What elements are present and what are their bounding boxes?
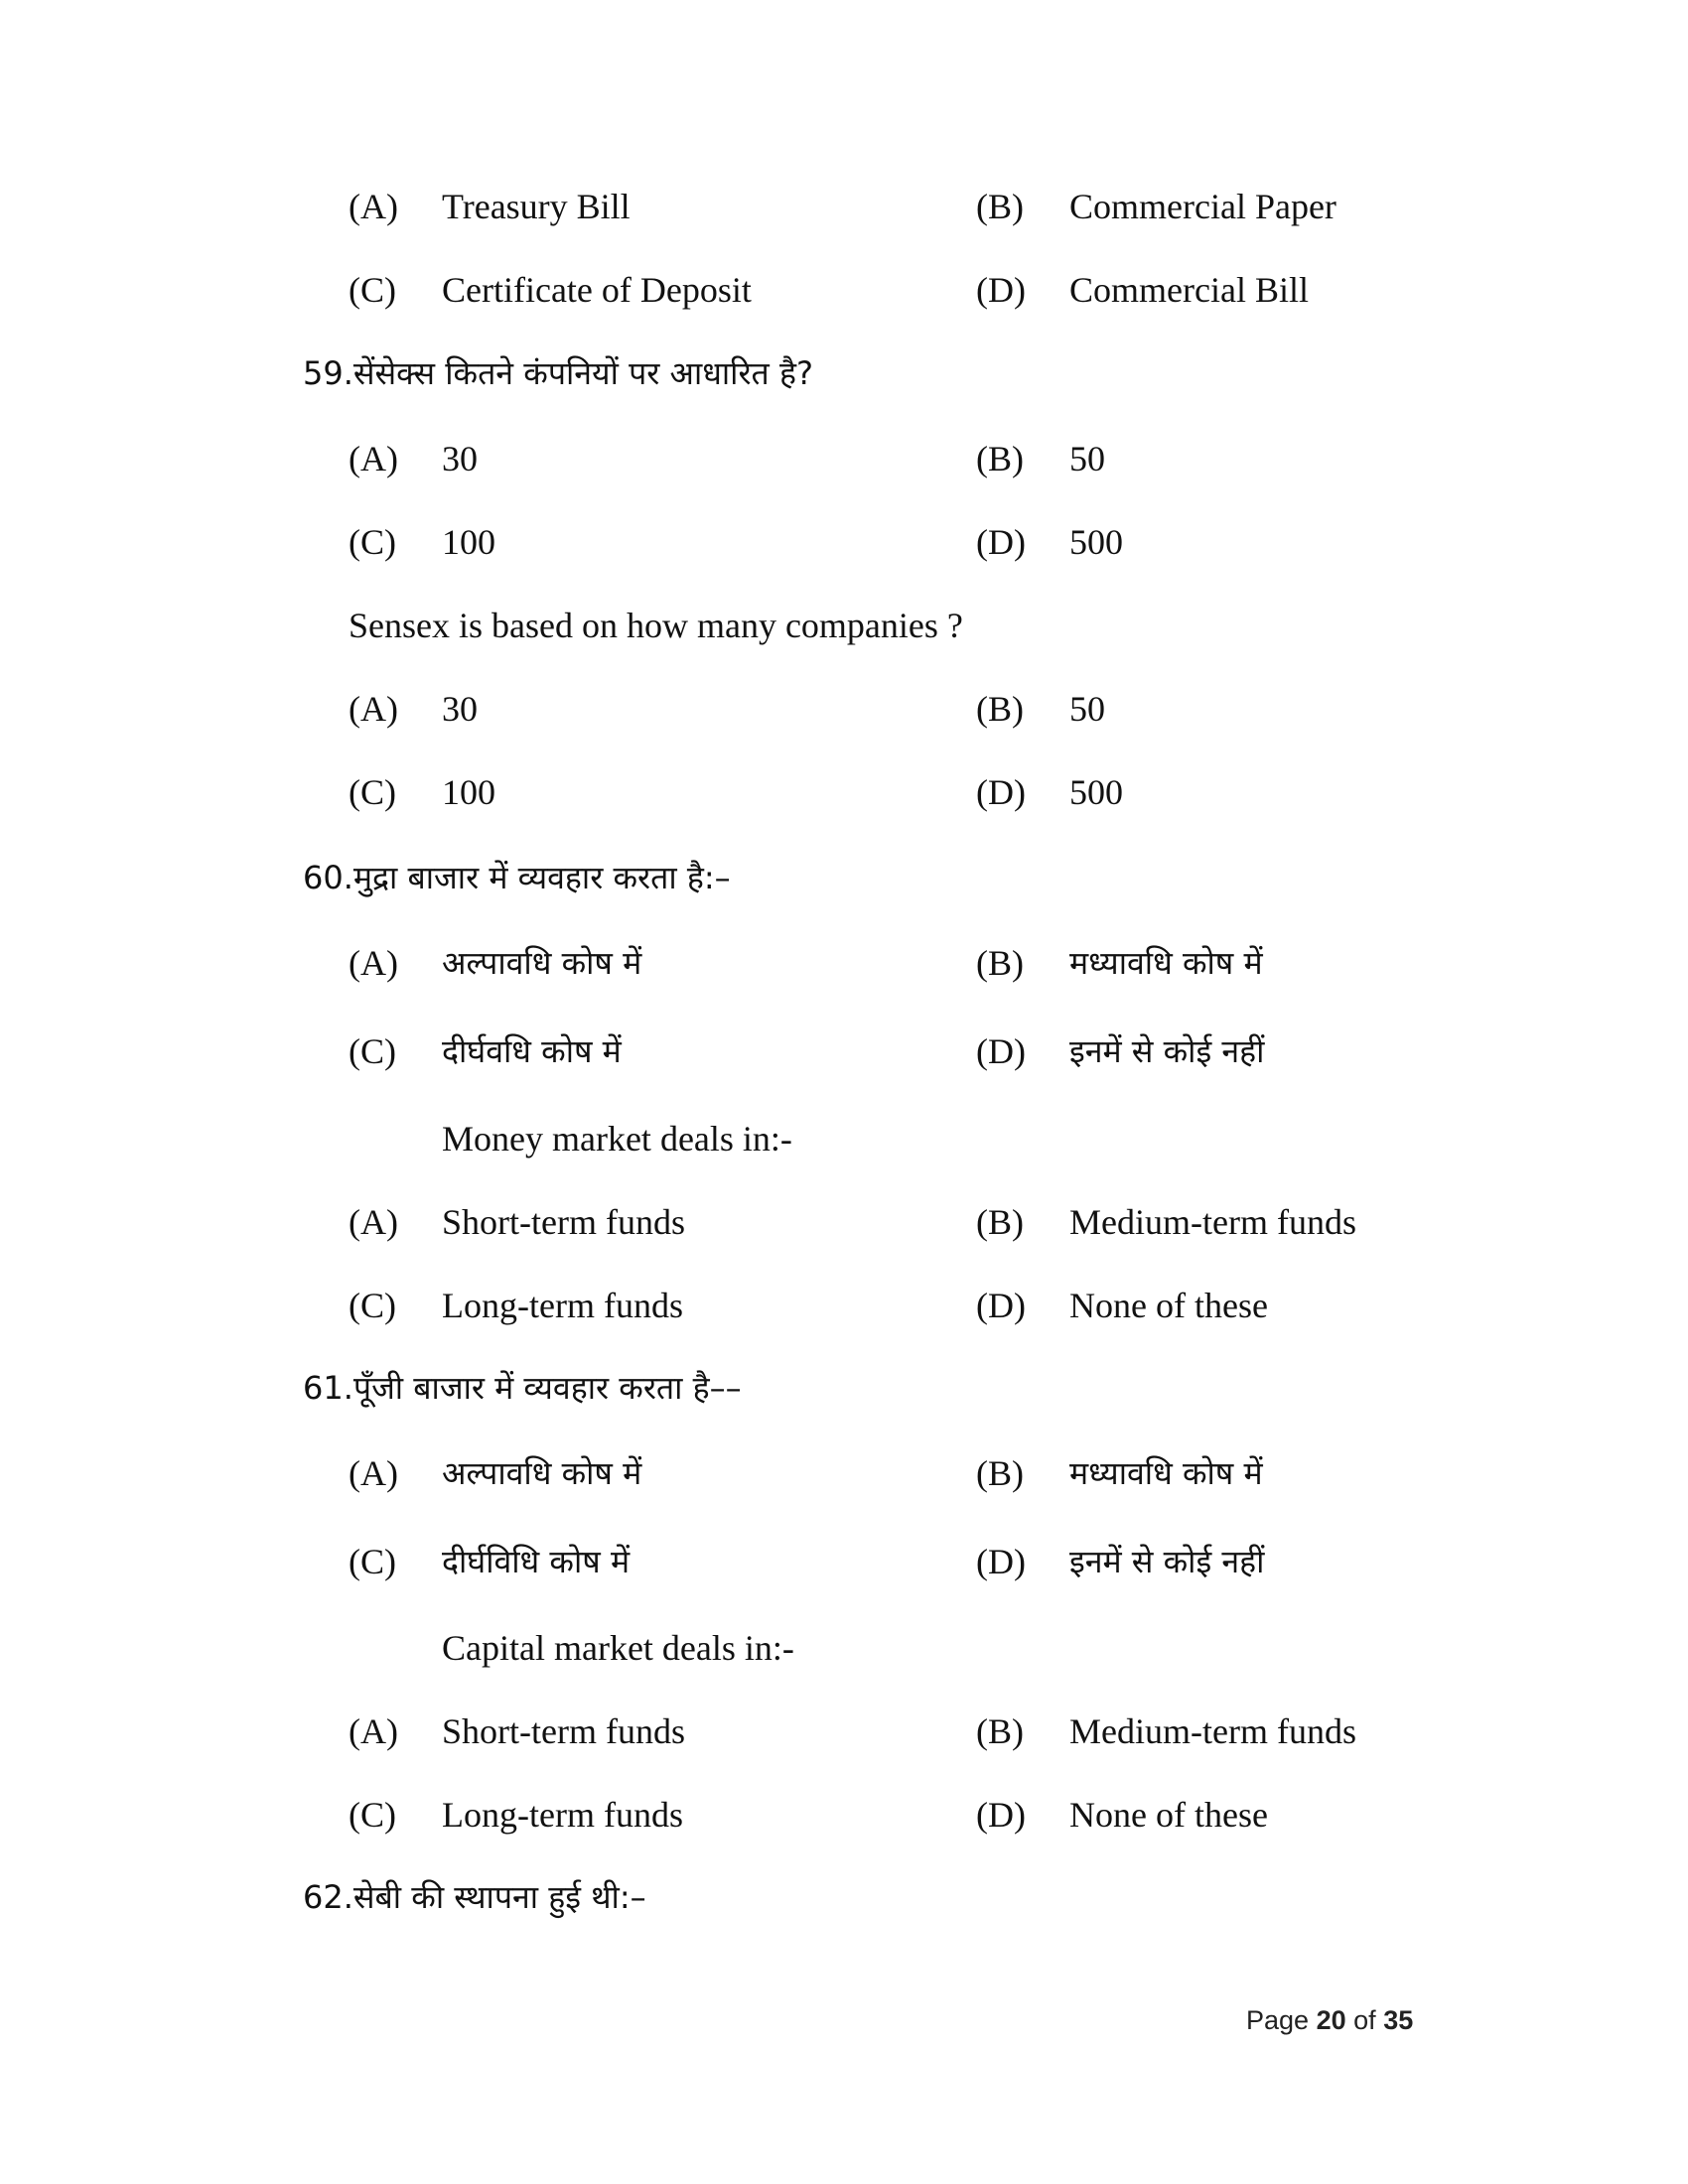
- option-text-c: Certificate of Deposit: [442, 270, 752, 310]
- question-60-english: Money market deals in:-: [442, 1119, 792, 1159]
- option-label-d: (D): [976, 270, 1026, 310]
- option-text-d: इनमें से कोई नहीं: [1069, 1032, 1265, 1070]
- question-62-hindi: 62.सेबी की स्थापना हुई थी:–: [303, 1878, 646, 1916]
- option-label-a: (A): [349, 1453, 398, 1493]
- option-text-a: Short-term funds: [442, 1711, 685, 1751]
- page-word: Page: [1246, 2005, 1310, 2035]
- question-59-english: Sensex is based on how many companies ?: [349, 606, 963, 645]
- option-text-d: इनमें से कोई नहीं: [1069, 1543, 1265, 1580]
- option-label-a: (A): [349, 689, 398, 729]
- option-label-b: (B): [976, 1453, 1024, 1493]
- option-label-a: (A): [349, 943, 398, 983]
- question-59-hindi: 59.सेंसेक्स कितने कंपनियों पर आधारित है?: [303, 354, 813, 392]
- option-text-b: मध्यावधि कोष में: [1069, 1454, 1263, 1492]
- page-number: 20: [1316, 2005, 1346, 2035]
- option-text-c: Long-term funds: [442, 1795, 683, 1835]
- option-text-a: अल्पावधि कोष में: [442, 1454, 642, 1492]
- option-text-d: None of these: [1069, 1795, 1268, 1835]
- option-text-b: 50: [1069, 439, 1105, 478]
- option-label-d: (D): [976, 772, 1026, 812]
- option-label-b: (B): [976, 1711, 1024, 1751]
- option-label-d: (D): [976, 1795, 1026, 1835]
- option-label-a: (A): [349, 1711, 398, 1751]
- option-text-b: Commercial Paper: [1069, 187, 1336, 226]
- option-text-c: 100: [442, 772, 495, 812]
- option-label-d: (D): [976, 1286, 1026, 1325]
- option-text-b: Medium-term funds: [1069, 1202, 1356, 1242]
- option-text-a: Short-term funds: [442, 1202, 685, 1242]
- option-text-d: None of these: [1069, 1286, 1268, 1325]
- question-61-hindi: 61.पूँजी बाजार में व्यवहार करता है––: [303, 1369, 742, 1407]
- option-label-a: (A): [349, 439, 398, 478]
- option-label-d: (D): [976, 1542, 1026, 1581]
- option-text-a: 30: [442, 689, 478, 729]
- option-label-c: (C): [349, 1795, 396, 1835]
- option-label-a: (A): [349, 1202, 398, 1242]
- option-text-b: मध्यावधि कोष में: [1069, 944, 1263, 982]
- option-label-c: (C): [349, 1542, 396, 1581]
- option-text-c: 100: [442, 522, 495, 562]
- question-60-hindi: 60.मुद्रा बाजार में व्यवहार करता है:–: [303, 859, 731, 896]
- option-label-b: (B): [976, 1202, 1024, 1242]
- option-text-b: Medium-term funds: [1069, 1711, 1356, 1751]
- option-text-a: Treasury Bill: [442, 187, 631, 226]
- total-pages: 35: [1383, 2005, 1414, 2035]
- option-label-c: (C): [349, 522, 396, 562]
- page-footer: [1246, 2005, 1413, 2036]
- of-word: of: [1353, 2005, 1376, 2035]
- option-label-d: (D): [976, 1031, 1026, 1071]
- option-label-b: (B): [976, 689, 1024, 729]
- option-label-a: (A): [349, 187, 398, 226]
- option-label-c: (C): [349, 772, 396, 812]
- option-text-c: दीर्घवधि कोष में: [442, 1032, 622, 1070]
- option-label-b: (B): [976, 439, 1024, 478]
- option-label-b: (B): [976, 187, 1024, 226]
- option-text-a: 30: [442, 439, 478, 478]
- question-61-english: Capital market deals in:-: [442, 1628, 794, 1668]
- option-label-d: (D): [976, 522, 1026, 562]
- option-text-c: Long-term funds: [442, 1286, 683, 1325]
- option-label-c: (C): [349, 270, 396, 310]
- option-label-b: (B): [976, 943, 1024, 983]
- option-label-c: (C): [349, 1286, 396, 1325]
- option-text-a: अल्पावधि कोष में: [442, 944, 642, 982]
- option-text-b: 50: [1069, 689, 1105, 729]
- option-text-d: 500: [1069, 522, 1123, 562]
- option-label-c: (C): [349, 1031, 396, 1071]
- option-text-c: दीर्घविधि कोष में: [442, 1543, 631, 1580]
- option-text-d: Commercial Bill: [1069, 270, 1309, 310]
- option-text-d: 500: [1069, 772, 1123, 812]
